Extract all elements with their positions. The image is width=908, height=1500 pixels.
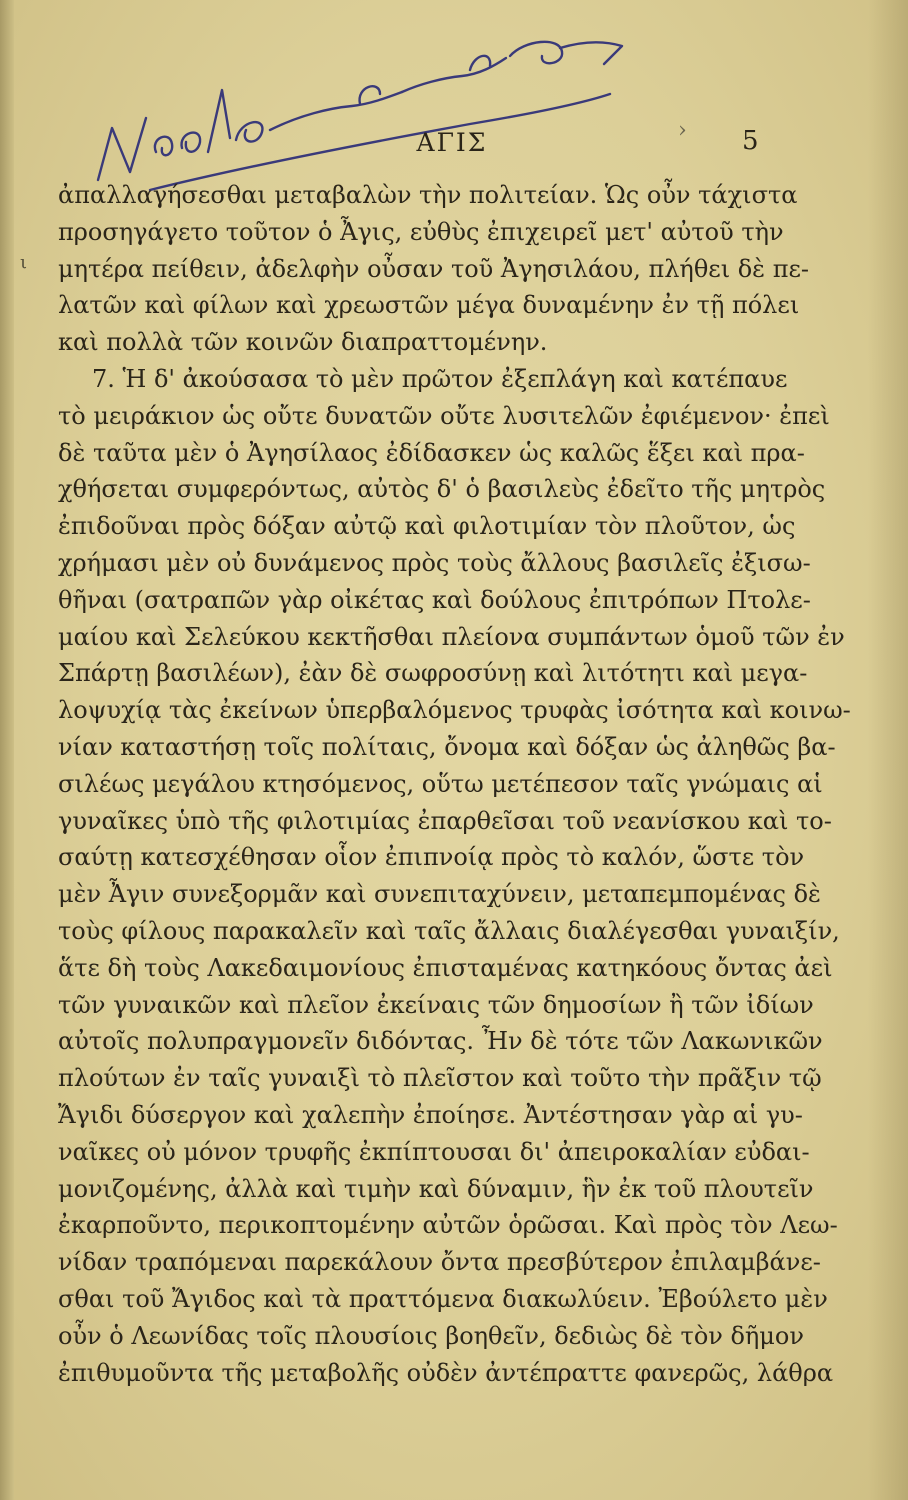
text-line: λοψυχίᾳ τὰς ἐκείνων ὑπερβαλόμενος τρυφὰς ἰσότητα καὶ κοινω-	[58, 696, 851, 725]
binding-edge	[0, 0, 14, 1500]
text-line: νίδαν τραπόμεναι παρεκάλουν ὄντα πρεσβύτερον ἐπιλαμβάνε-	[58, 1248, 821, 1277]
text-line: πλούτων ἐν ταῖς γυναιξὶ τὸ πλεῖστον καὶ τοῦτο τὴν πρᾶξιν τῷ	[58, 1064, 822, 1093]
text-line: σθαι τοῦ Ἄγιδος καὶ τὰ πραττόμενα διακωλύειν. Ἐβούλετο μὲν	[58, 1285, 828, 1313]
text-line: δὲ ταῦτα μὲν ὁ Ἀγησίλαος ἐδίδασκεν ὡς καλῶς ἕξει καὶ πρα-	[58, 438, 805, 467]
text-line: τοὺς φίλους παρακαλεῖν καὶ ταῖς ἄλλαις διαλέγεσθαι γυναιξίν,	[58, 917, 840, 945]
pencil-check-mark: ›	[678, 118, 687, 143]
page-number: 5	[742, 126, 759, 156]
text-line: θῆναι (σατραπῶν γὰρ οἰκέτας καὶ δούλους ἐπιτρόπων Πτολε-	[58, 585, 811, 614]
text-line: προσηγάγετο τοῦτον ὁ Ἆγις, εὐθὺς ἐπιχειρεῖ μετ' αὐτοῦ τὴν	[58, 217, 784, 246]
text-line: μονιζομένης, ἀλλὰ καὶ τιμὴν καὶ δύναμιν, ἣν ἐκ τοῦ πλουτεῖν	[58, 1174, 814, 1203]
running-title: ΑΓΙΣ	[416, 128, 488, 157]
text-line: ναῖκες οὐ μόνον τρυφῆς ἐκπίπτουσαι δι' ἀπειροκαλίαν εὐδαι-	[58, 1137, 810, 1166]
page-header	[0, 128, 908, 168]
text-line: 7. Ἡ δ' ἀκούσασα τὸ μὲν πρῶτον ἐξεπλάγη καὶ κατέπαυε	[92, 365, 788, 393]
text-line: οὖν ὁ Λεωνίδας τοῖς πλουσίοις βοηθεῖν, δεδιὼς δὲ τὸν δῆμον	[58, 1321, 804, 1350]
text-line: τὸ μειράκιον ὡς οὔτε δυνατῶν οὔτε λυσιτελῶν ἐφιέμενον· ἐπεὶ	[58, 401, 830, 430]
text-line: χρήμασι μὲν οὐ δυνάμενος πρὸς τοὺς ἄλλους βασιλεῖς ἐξισω-	[58, 549, 811, 577]
text-line: μὲν Ἆγιν συνεξορμᾶν καὶ συνεπιταχύνειν, μεταπεμπομένας δὲ	[58, 880, 821, 909]
text-line: σαύτῃ κατεσχέθησαν οἷον ἐπιπνοίᾳ πρὸς τὸ καλόν, ὥστε τὸν	[58, 843, 805, 872]
text-line: καὶ πολλὰ τῶν κοινῶν διαπραττομένην.	[58, 328, 548, 357]
text-line: ἅτε δὴ τοὺς Λακεδαιμονίους ἐπισταμένας κατηκόους ὄντας ἀεὶ	[58, 953, 833, 982]
text-line: γυναῖκες ὑπὸ τῆς φιλοτιμίας ἐπαρθεῖσαι τοῦ νεανίσκου καὶ το-	[58, 806, 832, 835]
text-line: ἐπιθυμοῦντα τῆς μεταβολῆς οὐδὲν ἀντέπραττε φανερῶς, λάθρα	[58, 1358, 834, 1387]
text-line: νίαν καταστήσῃ τοῖς πολίταις, ὄνομα καὶ δόξαν ὡς ἀληθῶς βα-	[58, 733, 836, 761]
margin-mark: ι	[20, 252, 28, 273]
text-line: λατῶν καὶ φίλων καὶ χρεωστῶν μέγα δυναμένην ἐν τῇ πόλει	[58, 291, 800, 320]
text-line: μητέρα πείθειν, ἀδελφὴν οὖσαν τοῦ Ἀγησιλάου, πλήθει δὲ πε-	[58, 254, 810, 283]
text-line: μαίου καὶ Σελεύκου κεκτῆσθαι πλείονα συμπάντων ὁμοῦ τῶν ἐν	[58, 622, 845, 651]
text-line: σιλέως μεγάλου κτησόμενος, οὕτω μετέπεσον ταῖς γνώμαις αἱ	[58, 769, 823, 798]
text-line: ἀπαλλαγήσεσθαι μεταβαλὼν τὴν πολιτείαν. Ὡς οὖν τάχιστα	[58, 181, 798, 209]
text-line: ἐπιδοῦναι πρὸς δόξαν αὐτῷ καὶ φιλοτιμίαν τὸν πλοῦτον, ὡς	[58, 512, 796, 541]
text-line: τῶν γυναικῶν καὶ πλεῖον ἐκείναις τῶν δημοσίων ἢ τῶν ἰδίων	[58, 990, 814, 1019]
page-edge-shadow	[868, 0, 908, 1500]
text-line: Σπάρτῃ βασιλέων), ἐὰν δὲ σωφροσύνῃ καὶ λιτότητι καὶ μεγα-	[58, 659, 808, 688]
text-line: χθήσεται συμφερόντως, αὐτὸς δ' ὁ βασιλεὺς ἐδεῖτο τῆς μητρὸς	[58, 475, 826, 504]
text-line: Ἄγιδι δύσεργον καὶ χαλεπὴν ἐποίησε. Ἀντέστησαν γὰρ αἱ γυ-	[58, 1101, 803, 1129]
text-line: αὐτοῖς πολυπραγμονεῖν διδόντας. Ἦν δὲ τότε τῶν Λακωνικῶν	[58, 1027, 823, 1056]
text-line: ἐκαρποῦντο, περικοπτομένην αὐτῶν ὁρῶσαι. Καὶ πρὸς τὸν Λεω-	[58, 1211, 838, 1240]
